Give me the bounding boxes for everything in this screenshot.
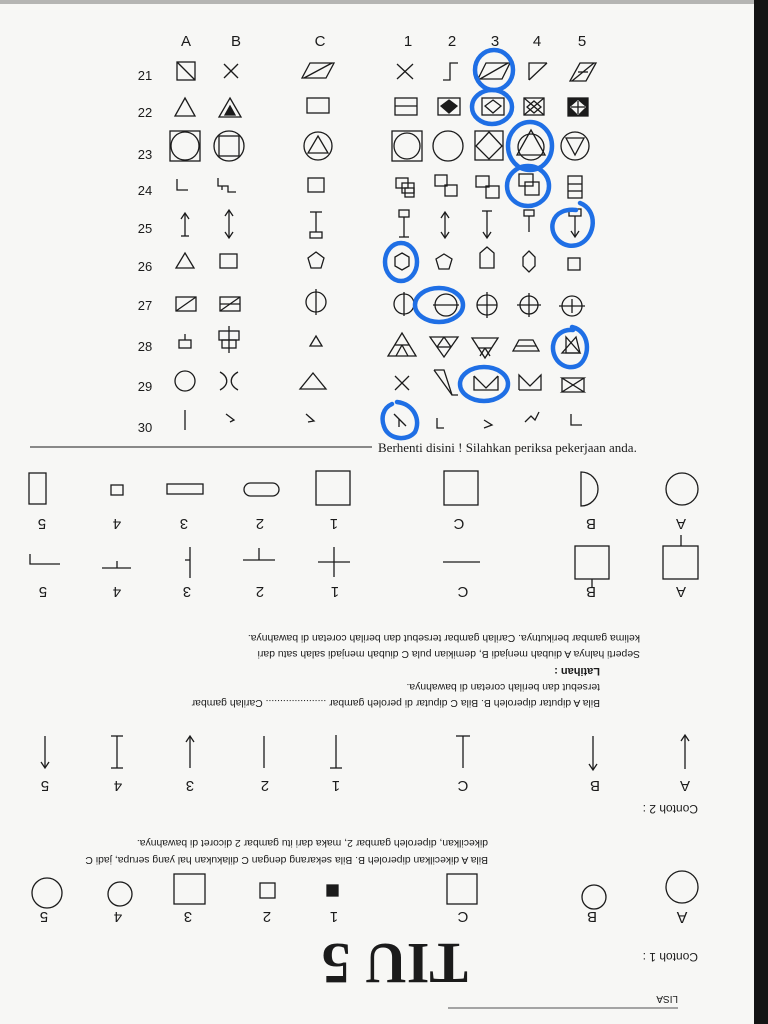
l2-label-4: 4	[112, 515, 122, 532]
row-23-figures	[170, 130, 589, 161]
inverted-section	[29, 471, 698, 1008]
c1-label-c: C	[457, 908, 469, 925]
c2-figure-4	[111, 736, 123, 768]
contoh-1-text-line-2: dikecilkan, diperoleh gambar 2, maka dari itu gambar 2 dicoret di bawahnya.	[136, 837, 488, 848]
row-number-28: 28	[137, 339, 153, 354]
row-number-29: 29	[137, 379, 153, 394]
latihan-text-line-1: Seperti halnya A diubah menjadi B, demikian pula C diubah menjadi salah satu dari	[257, 648, 640, 659]
latihan-text-line-2: kelima gambar berikutnya. Carilah gambar tersebut dan berilah coretan di bawahnya.	[247, 632, 640, 643]
c2-figure-5	[41, 736, 49, 768]
l2-figure-a	[666, 473, 698, 505]
l1-label-3: 3	[182, 583, 192, 600]
l2-figure-c	[444, 471, 478, 505]
l1-label-5: 5	[38, 583, 48, 600]
l2-figure-1	[316, 471, 350, 505]
l2-label-c: C	[453, 515, 465, 532]
c2-figure-1	[330, 735, 342, 768]
c1-figure-a	[666, 871, 698, 903]
row-28-figures	[179, 326, 580, 358]
row-number-26: 26	[137, 259, 153, 274]
row-number-22: 22	[137, 105, 153, 120]
c2-figure-a	[681, 735, 689, 769]
answer-mark-21	[475, 50, 513, 90]
l2-label-5: 5	[37, 515, 47, 532]
c2-label-a: A	[679, 777, 691, 794]
l1-figure-a	[663, 535, 698, 579]
col-header-5: 5	[577, 33, 587, 50]
answer-mark-25	[552, 203, 592, 246]
row-21-figures	[177, 62, 596, 81]
column-headers	[181, 33, 586, 50]
c1-label-3: 3	[183, 908, 193, 925]
row-27-figures	[176, 289, 585, 318]
c2-label-3: 3	[185, 777, 195, 794]
l1-figure-1	[318, 547, 350, 577]
l1-figure-3	[185, 547, 190, 578]
col-header-2: 2	[447, 33, 457, 50]
l1-figure-2	[243, 548, 275, 560]
c2-label-b: B	[589, 777, 601, 794]
row-number-25: 25	[137, 221, 153, 236]
l2-label-a: A	[675, 515, 687, 532]
row-22-figures	[175, 98, 588, 117]
row-number-21: 21	[137, 68, 153, 83]
l1-label-2: 2	[255, 583, 265, 600]
answer-mark-23	[508, 122, 552, 170]
l1-label-b: B	[585, 583, 597, 600]
l1-label-c: C	[457, 583, 469, 600]
l2-figure-5	[29, 473, 46, 504]
c1-label-4: 4	[113, 908, 123, 925]
answer-mark-26	[385, 243, 417, 281]
stop-text: Berhenti disini ! Silahkan periksa pekerjaan anda.	[378, 440, 637, 455]
page-title: TIU 5	[321, 931, 468, 996]
l1-figure-4	[102, 561, 131, 568]
c2-label-5: 5	[40, 777, 50, 794]
col-header-a: A	[180, 33, 192, 50]
l2-figure-2	[244, 483, 279, 496]
col-header-1: 1	[403, 33, 413, 50]
l2-figure-b	[581, 472, 598, 506]
l1-label-1: 1	[330, 583, 340, 600]
l2-figure-4	[111, 485, 123, 495]
c1-figure-b	[582, 885, 606, 909]
c1-figure-c	[447, 874, 477, 904]
l1-figure-b	[575, 546, 609, 587]
row-number-30: 30	[137, 420, 153, 435]
c1-figure-2	[260, 883, 275, 898]
col-header-c: C	[314, 33, 326, 50]
row-number-23: 23	[137, 147, 153, 162]
l2-label-b: B	[585, 515, 597, 532]
contoh-1-label: Contoh 1 :	[642, 950, 698, 964]
c1-label-5: 5	[39, 908, 49, 925]
l2-figure-3	[167, 484, 203, 494]
l1-figure-5	[30, 554, 60, 564]
contoh-2-text-line-1: Bila A diputar diperoleh B. Bila C diputar di peroleh gambar ..................... Carilah gambar	[191, 697, 600, 708]
row-24-figures	[177, 174, 582, 198]
col-header-b: B	[230, 33, 242, 50]
c1-label-a: A	[676, 908, 688, 925]
contoh-2-text-line-2: tersebut dan berilah coretan di bawahnya.	[406, 681, 600, 692]
l2-label-1: 1	[329, 515, 339, 532]
col-header-3: 3	[490, 33, 500, 50]
l2-label-2: 2	[255, 515, 265, 532]
c2-figure-c	[456, 736, 470, 768]
c2-label-4: 4	[113, 777, 123, 794]
col-header-4: 4	[532, 33, 542, 50]
c2-label-2: 2	[260, 777, 270, 794]
c1-figure-3	[174, 874, 205, 904]
c1-figure-5	[32, 878, 62, 908]
answer-mark-29	[460, 367, 508, 401]
c2-figure-b	[589, 736, 597, 770]
c1-label-2: 2	[262, 908, 272, 925]
row-29-figures	[175, 370, 584, 395]
answer-mark-28	[553, 327, 587, 367]
row-25-figures	[181, 209, 581, 238]
row-numbers	[138, 68, 152, 435]
c1-label-b: B	[586, 908, 598, 925]
c1-figure-4	[108, 882, 132, 906]
row-number-27: 27	[137, 298, 153, 313]
l1-label-a: A	[675, 583, 687, 600]
c2-label-1: 1	[331, 777, 341, 794]
contoh-1-text-line-1: Bila A dikecilkan diperoleh B. Bila sekarang dengan C dilakukan hal yang serupa, jadi C	[85, 854, 488, 865]
contoh-2-label: Contoh 2 :	[642, 802, 698, 816]
c2-label-c: C	[457, 777, 469, 794]
corner-label: LISA	[656, 993, 678, 1004]
c1-label-1: 1	[329, 908, 339, 925]
l2-label-3: 3	[179, 515, 189, 532]
row-number-24: 24	[137, 183, 153, 198]
row-26-figures	[176, 247, 580, 272]
latihan-label: Latihan :	[554, 665, 600, 677]
l1-label-4: 4	[112, 583, 122, 600]
c1-figure-1	[327, 885, 338, 896]
c2-figure-3	[186, 736, 194, 768]
